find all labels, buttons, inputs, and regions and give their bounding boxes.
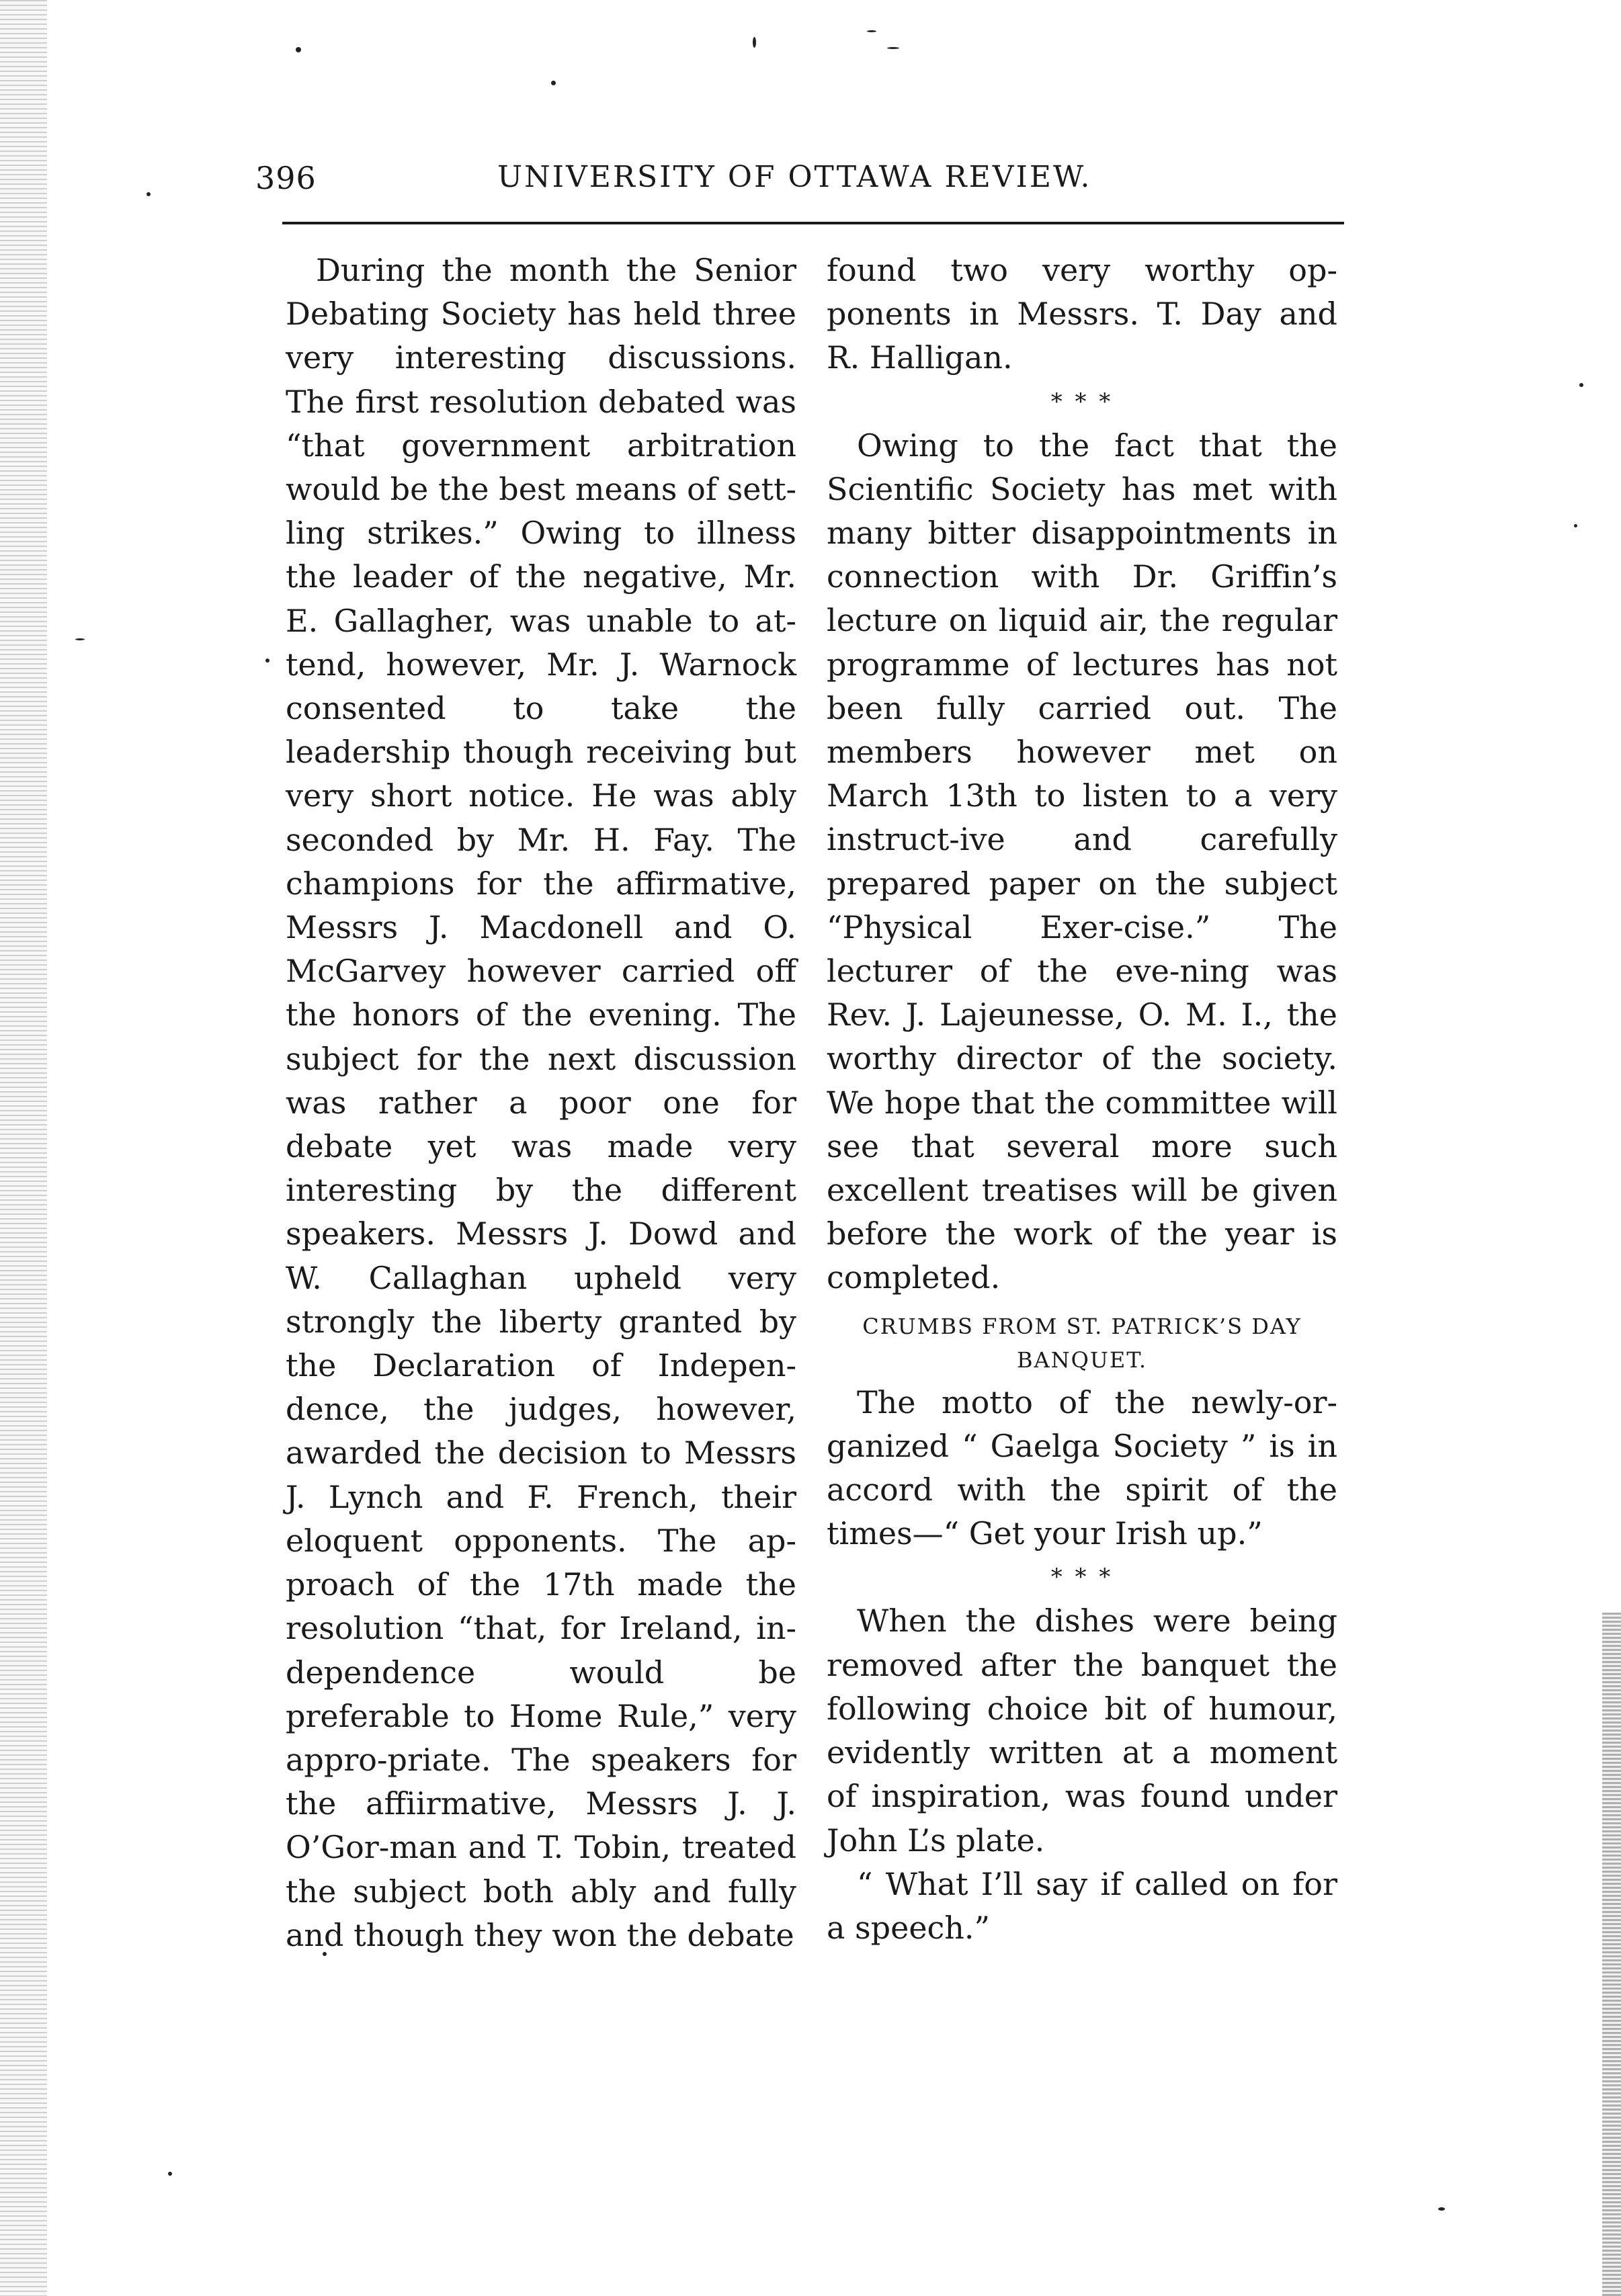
running-head bbox=[255, 160, 1344, 207]
scan-edge-right bbox=[1602, 1613, 1621, 2296]
scan-speck bbox=[265, 658, 269, 663]
scan-speck bbox=[75, 638, 85, 640]
asterism-divider: * * * bbox=[1050, 1564, 1114, 1591]
scan-speck bbox=[753, 37, 756, 48]
asterism-divider: * * * bbox=[1050, 388, 1114, 415]
scan-speck bbox=[147, 192, 151, 196]
scan-speck bbox=[551, 81, 556, 85]
journal-title: UNIVERSITY OF OTTAWA REVIEW. bbox=[497, 160, 1092, 194]
debate-continuation-paragraph: found two very worthy op-ponents in Messrs. T. Day and R. Halligan. bbox=[827, 252, 1337, 376]
speech-quote-paragraph: “ What I’ll say if called on for a speech.” bbox=[827, 1865, 1337, 1946]
scan-speck bbox=[1438, 2207, 1445, 2211]
section-heading: CRUMBS FROM ST. PATRICK’S DAY BANQUET. bbox=[862, 1313, 1302, 1373]
scan-speck bbox=[887, 47, 899, 49]
debating-society-paragraph: During the month the Senior Debating Society has held three very interesting discussions. The first resolution debated was “that government arbitration would be the best means of sett-ling strikes.” Owing to illness the leader of the negative, Mr. E. Gallagher, was unable to at-tend, however, Mr. J. Warnock consented to take the leadership though receiving but very short notice. He was ably seconded by Mr. H. Fay. The champions for the affirmative, Messrs J. Macdonell and O. McGarvey however carried off the honors of the evening. The subject for the next discussion was rather a poor one for debate yet was made very interesting by the different speakers. Messrs J. Dowd and W. Callaghan upheld very strongly the liberty granted by the Declaration of Indepen-dence, the judges, however, awarded the decision to Messrs J. Lynch and F. French, their eloquent opponents. The ap-proach of the 17th made the resolution “that, for Ireland, in-dependence would be preferable to Home Rule,” very appro-priate. The speakers for the affiirmative, Messrs J. J. O’Gor-man and T. Tobin, treated the subject both ably and fully and though they won the debate bbox=[286, 252, 796, 1953]
scientific-society-paragraph: Owing to the fact that the Scientific Society has met with many bitter disappointments in connection with Dr. Griffin’s lecture on liquid air, the regular programme of lectures has not been fully carried out. The members however met on March 13th to listen to a very instruct-ive and carefully prepared paper on the subject “Physical Exer-cise.” The lecturer of the eve-ning was Rev. J. Lajeunesse, O. M. I., the worthy director of the society. We hope that the committee will see that several more such excellent treatises will be given before the work of the year is completed. bbox=[827, 427, 1337, 1296]
page-number: 396 bbox=[255, 160, 317, 196]
scan-speck bbox=[1579, 383, 1583, 387]
scan-speck bbox=[1574, 524, 1577, 527]
scan-speck bbox=[867, 30, 876, 32]
scan-edge-left bbox=[0, 0, 47, 2296]
header-rule bbox=[282, 222, 1344, 224]
banquet-dishes-paragraph: When the dishes were being removed after the banquet the following choice bit of humour, evidently written at a moment of inspiration, was found under John L’s plate. bbox=[827, 1603, 1337, 1859]
right-column bbox=[827, 249, 1337, 1950]
left-column bbox=[286, 249, 796, 1957]
scan-speck bbox=[168, 2172, 172, 2176]
scan-speck bbox=[296, 47, 301, 52]
gaelga-motto-paragraph: The motto of the newly-or-ganized “ Gaelga Society ” is in accord with the spirit of the times—“ Get your Irish up.” bbox=[827, 1384, 1337, 1552]
